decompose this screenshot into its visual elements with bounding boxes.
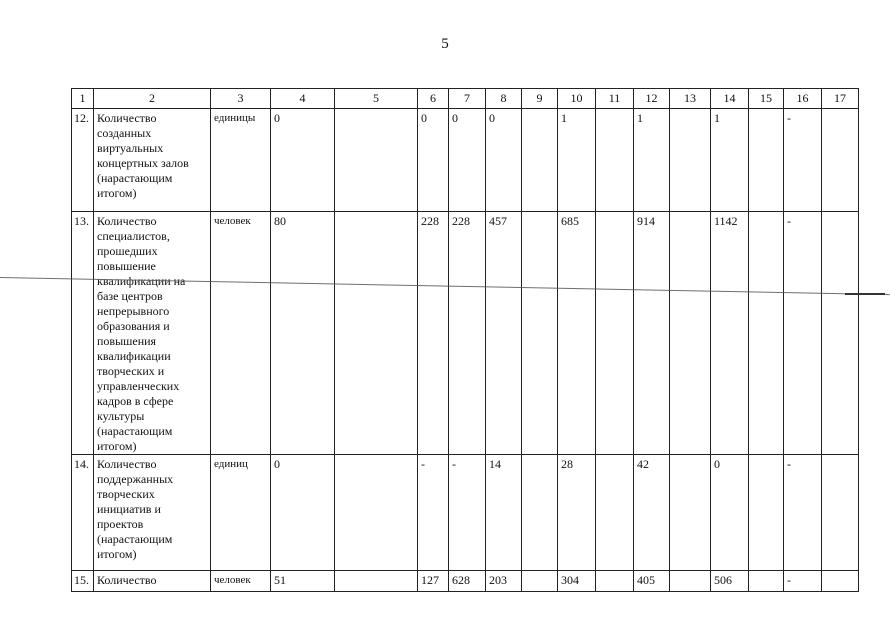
value-cell bbox=[822, 571, 859, 592]
value-cell bbox=[522, 455, 558, 571]
value-cell bbox=[335, 109, 418, 212]
value-cell bbox=[822, 212, 859, 455]
value-cell: 628 bbox=[449, 571, 486, 592]
row-number: 13. bbox=[72, 212, 94, 455]
value-cell: 228 bbox=[418, 212, 449, 455]
unit-cell: человек bbox=[211, 571, 271, 592]
value-cell bbox=[749, 212, 784, 455]
value-cell: 228 bbox=[449, 212, 486, 455]
unit-cell: единиц bbox=[211, 455, 271, 571]
value-cell: 1 bbox=[711, 109, 749, 212]
value-cell: 405 bbox=[634, 571, 670, 592]
value-cell: - bbox=[784, 212, 822, 455]
table-row bbox=[72, 455, 859, 571]
column-number: 6 bbox=[418, 89, 449, 109]
value-cell: 0 bbox=[486, 109, 522, 212]
row-number: 14. bbox=[72, 455, 94, 571]
unit-cell: единицы bbox=[211, 109, 271, 212]
column-number: 7 bbox=[449, 89, 486, 109]
value-cell bbox=[822, 109, 859, 212]
value-cell: 1142 bbox=[711, 212, 749, 455]
value-cell bbox=[670, 571, 711, 592]
value-cell: 80 bbox=[271, 212, 335, 455]
column-number: 9 bbox=[522, 89, 558, 109]
value-cell: 0 bbox=[271, 109, 335, 212]
column-number: 3 bbox=[211, 89, 271, 109]
unit-cell: человек bbox=[211, 212, 271, 455]
value-cell: 14 bbox=[486, 455, 522, 571]
column-number: 12 bbox=[634, 89, 670, 109]
value-cell bbox=[670, 455, 711, 571]
value-cell: 0 bbox=[418, 109, 449, 212]
value-cell bbox=[596, 571, 634, 592]
row-number: 12. bbox=[72, 109, 94, 212]
value-cell bbox=[335, 571, 418, 592]
value-cell: - bbox=[784, 455, 822, 571]
value-cell: 304 bbox=[558, 571, 596, 592]
value-cell: - bbox=[784, 109, 822, 212]
value-cell bbox=[596, 109, 634, 212]
value-cell bbox=[670, 212, 711, 455]
value-cell bbox=[596, 212, 634, 455]
value-cell: 127 bbox=[418, 571, 449, 592]
value-cell: 457 bbox=[486, 212, 522, 455]
page-number: 5 bbox=[441, 36, 449, 52]
column-number: 14 bbox=[711, 89, 749, 109]
value-cell bbox=[522, 109, 558, 212]
value-cell: 685 bbox=[558, 212, 596, 455]
value-cell: 0 bbox=[711, 455, 749, 571]
table-row bbox=[72, 212, 859, 455]
value-cell: 203 bbox=[486, 571, 522, 592]
value-cell bbox=[749, 109, 784, 212]
indicator-name: Количество специалистов, прошедших повышение квалификации на базе центров непрерывного образования и повышения квалификации творческих и управленческих кадров в сфере культуры (нарастающим итогом) bbox=[94, 212, 211, 455]
value-cell bbox=[670, 109, 711, 212]
column-number: 1 bbox=[72, 89, 94, 109]
value-cell: 28 bbox=[558, 455, 596, 571]
value-cell: 0 bbox=[449, 109, 486, 212]
value-cell bbox=[749, 571, 784, 592]
value-cell: 51 bbox=[271, 571, 335, 592]
value-cell: 1 bbox=[634, 109, 670, 212]
row-number: 15. bbox=[72, 571, 94, 592]
value-cell: - bbox=[449, 455, 486, 571]
value-cell: 506 bbox=[711, 571, 749, 592]
value-cell: - bbox=[784, 571, 822, 592]
table-row bbox=[72, 109, 859, 212]
indicator-name: Количество поддержанных творческих инициатив и проектов (нарастающим итогом) bbox=[94, 455, 211, 571]
value-cell bbox=[749, 455, 784, 571]
column-number: 13 bbox=[670, 89, 711, 109]
column-number-row bbox=[72, 89, 859, 109]
table-row bbox=[72, 571, 859, 592]
value-cell bbox=[596, 455, 634, 571]
column-number: 8 bbox=[486, 89, 522, 109]
value-cell: 0 bbox=[271, 455, 335, 571]
indicator-name: Количество созданных виртуальных концертных залов (нарастающим итогом) bbox=[94, 109, 211, 212]
value-cell: 914 bbox=[634, 212, 670, 455]
column-number: 10 bbox=[558, 89, 596, 109]
value-cell: 42 bbox=[634, 455, 670, 571]
value-cell bbox=[822, 455, 859, 571]
indicators-table bbox=[71, 88, 859, 592]
indicator-name: Количество bbox=[94, 571, 211, 592]
value-cell bbox=[335, 212, 418, 455]
column-number: 11 bbox=[596, 89, 634, 109]
value-cell bbox=[522, 212, 558, 455]
value-cell bbox=[335, 455, 418, 571]
column-number: 17 bbox=[822, 89, 859, 109]
value-cell: 1 bbox=[558, 109, 596, 212]
scan-artifact-mark bbox=[845, 293, 885, 295]
column-number: 2 bbox=[94, 89, 211, 109]
value-cell bbox=[522, 571, 558, 592]
column-number: 5 bbox=[335, 89, 418, 109]
value-cell: - bbox=[418, 455, 449, 571]
column-number: 4 bbox=[271, 89, 335, 109]
column-number: 16 bbox=[784, 89, 822, 109]
column-number: 15 bbox=[749, 89, 784, 109]
